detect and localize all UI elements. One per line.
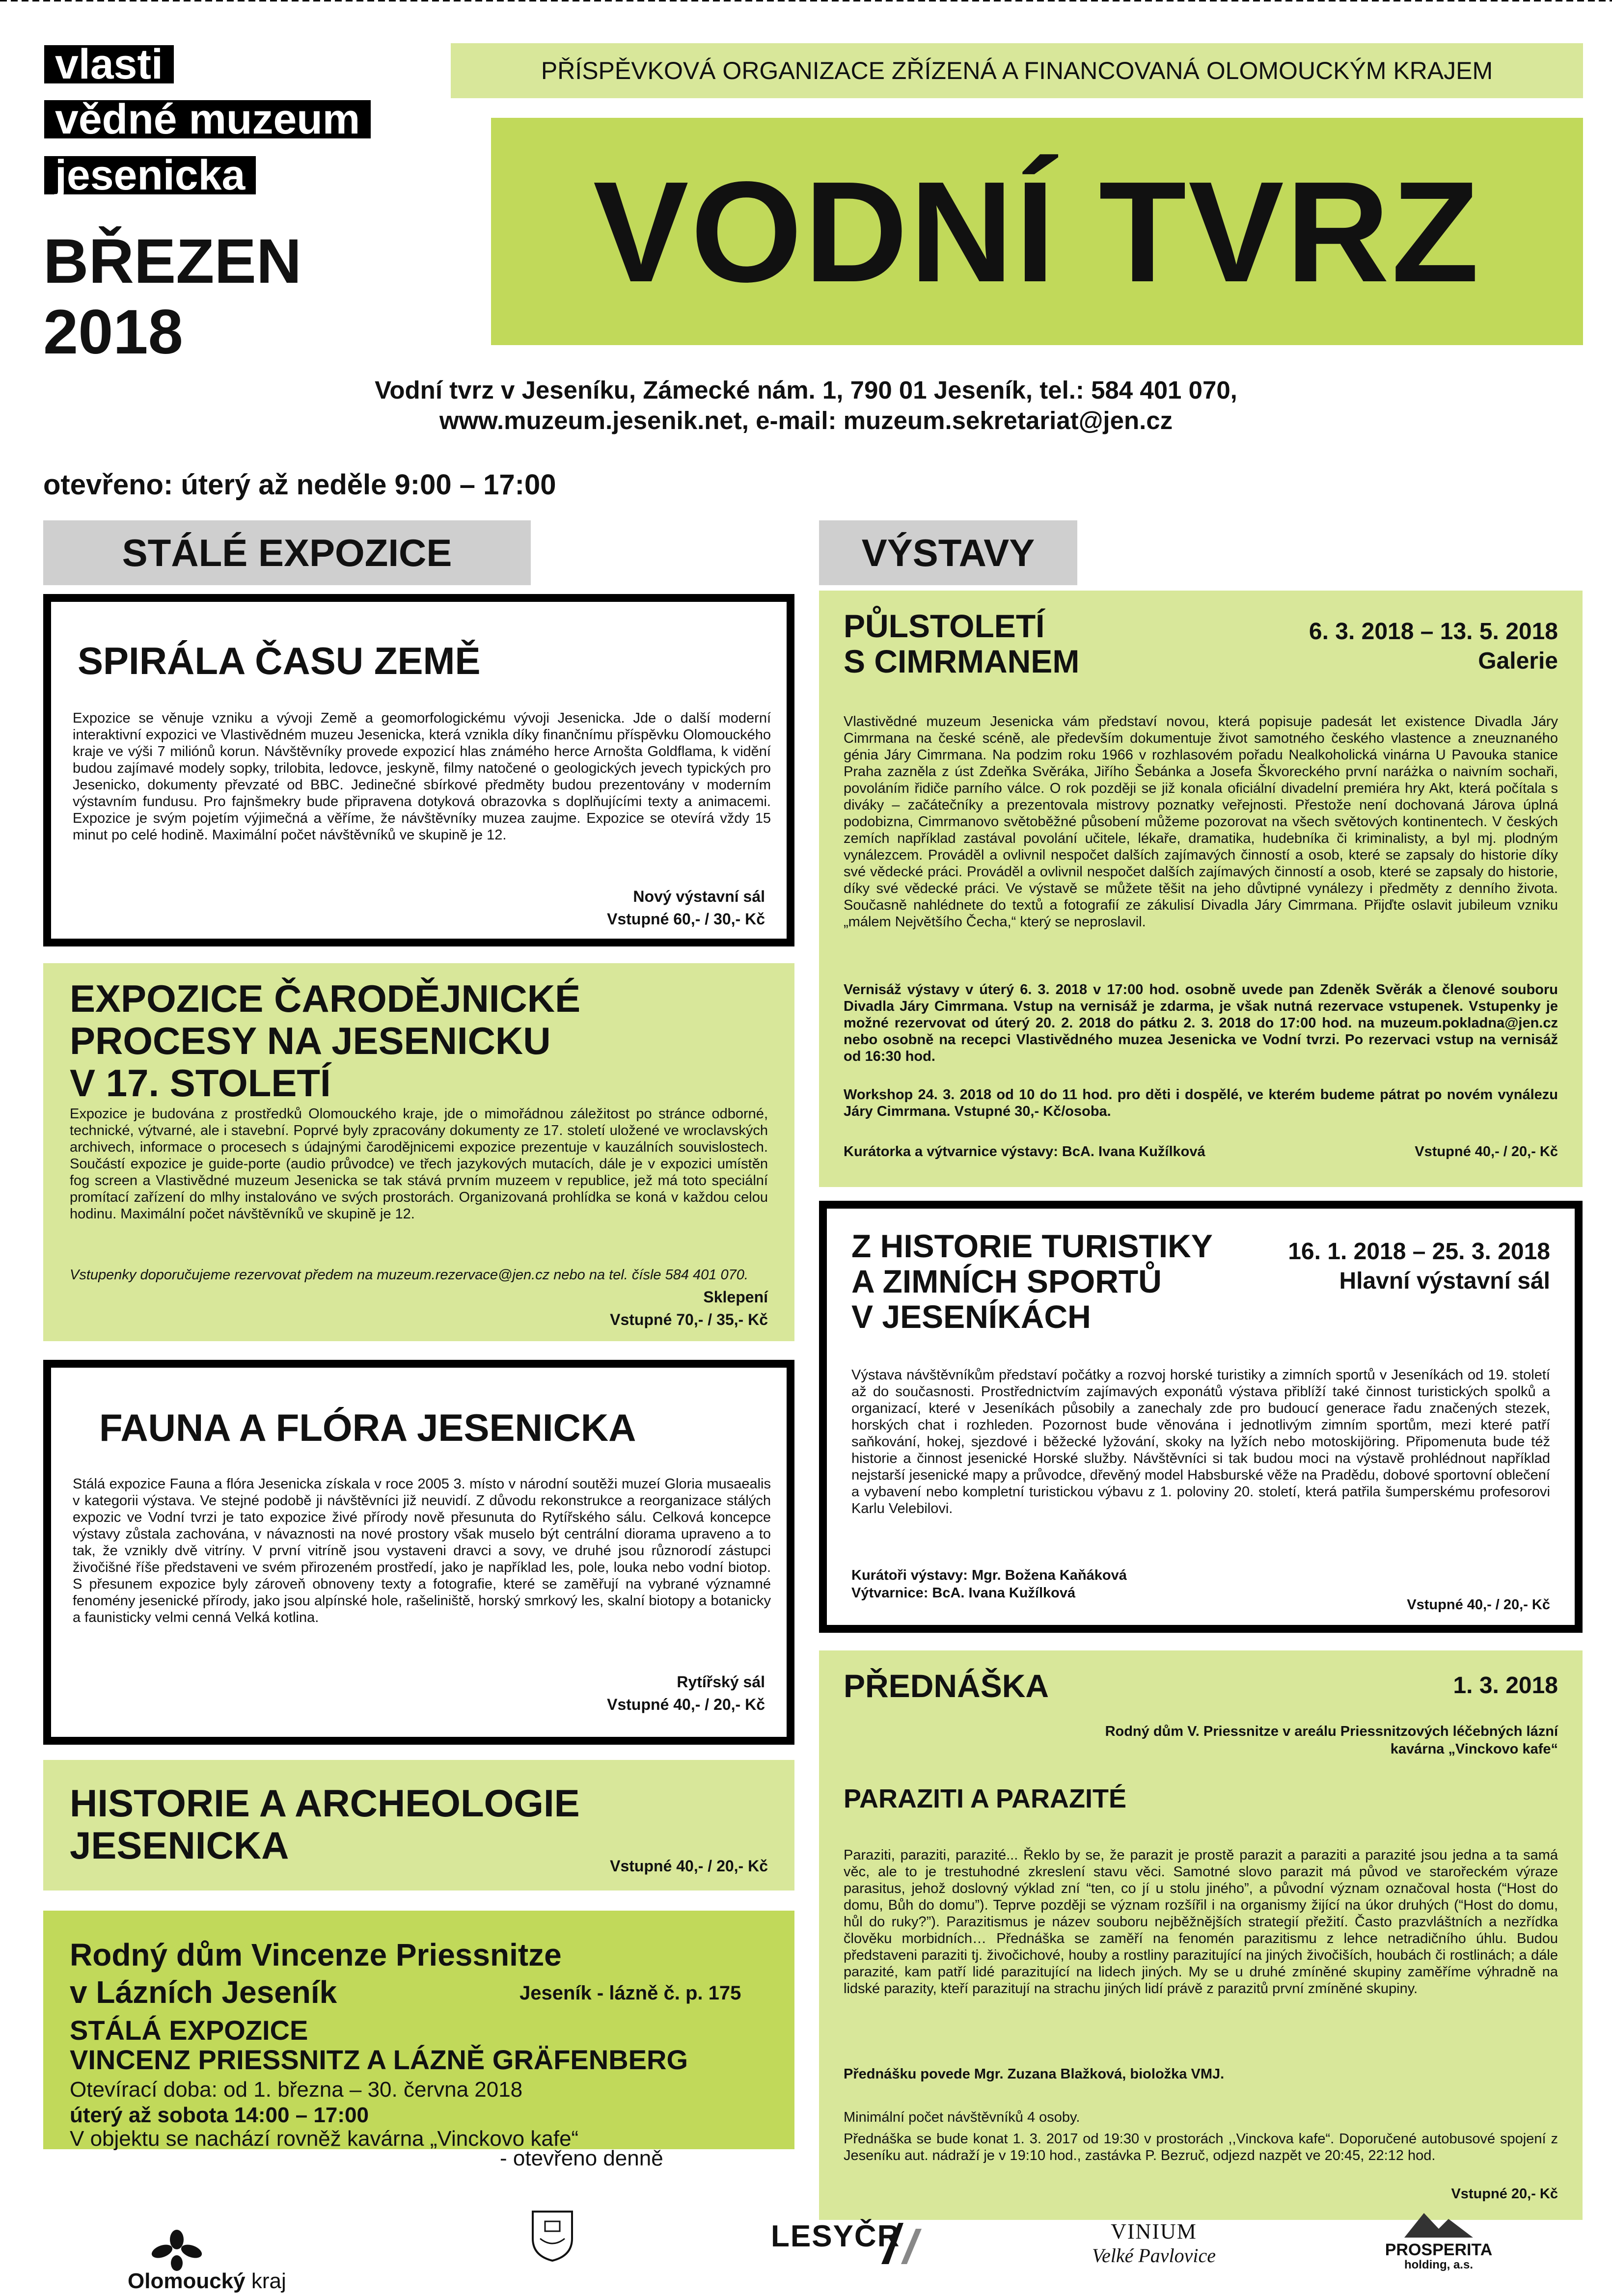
priessnitz-card <box>43 1911 794 2170</box>
turistika-title-1: Z HISTORIE TURISTIKY <box>851 1228 1213 1264</box>
leaf-flower-icon <box>147 2229 206 2273</box>
prosperita-label: PROSPERITA <box>1385 2241 1493 2259</box>
historie-title-1: HISTORIE A ARCHEOLOGIE <box>70 1782 580 1825</box>
spirala-title: SPIRÁLA ČASU ZEMĚ <box>78 639 481 682</box>
prednaska-title: PŘEDNÁŠKA <box>844 1668 1049 1704</box>
turistika-card <box>819 1201 1583 1633</box>
vinium-label: VINIUM <box>1111 2219 1197 2243</box>
prosperita-sub-label: holding, a.s. <box>1404 2258 1473 2271</box>
logo-line-3: jesenicka <box>44 156 256 194</box>
carod-title-1: EXPOZICE ČARODĚJNICKÉ <box>70 977 581 1020</box>
lesy-mark-icon <box>876 2220 926 2267</box>
prednaska-place-2: kavárna „Vinckovo kafe“ <box>1390 1741 1558 1757</box>
turistika-text: Výstava návštěvníkům představí počátky a rozvoj horské turistiky a zimních sportů v Jeseníkách od 19. století až do současnosti. Prostřednictvím zajímavých exponátů výstava přiblíží také činnost turistických spolků a organizací, které v Jeseníkách působily a zanechaly zde pro budoucí generace řadu značených stezek, horských chat i rozhleden. Pozornost bude věnována i jednotlivým zimním sportům, mezi které patří saňkování, hokej, sjezdové i běžecké lyžování, skoky na lyžích nebo motoskijöring. Připomenuta bude též historie a činnost jesenické Horské služby. Návštěvníci si tak budou moci na výstavě prohlédnout například nejstarší jesenické mapy a průvodce, dřevěný model Habsburské věže na Pradědu, dobové sportovní oblečení a vybavení nebo kompletní turistickou výbavu z 1. poloviny 20. století, která patřila šumperskému profesorovi Karlu Velebilovi. <box>851 1367 1550 1516</box>
cimrman-place: Galerie <box>1478 648 1558 674</box>
historie-title-2: JESENICKA <box>70 1824 289 1867</box>
spirala-place: Nový výstavní sál <box>633 888 765 905</box>
web-line: www.muzeum.jesenik.net, e-mail: muzeum.sekretariat@jen.cz <box>439 406 1173 434</box>
historie-card <box>43 1760 794 1891</box>
carod-place: Sklepení <box>703 1288 768 1306</box>
vinium-logo <box>1080 2219 1228 2273</box>
priessnitz-cafe-2: - otevřeno denně <box>500 2146 663 2170</box>
prednaska-note: Přednáška se bude konat 1. 3. 2017 od 19:30 v prostorách ,,Vinckova kafe“. Doporučené autobusové spojení z Jeseníku aut. nádraží je v 19:10 hod., zastávka P. Bezruč, odjezd nazpět ve 20:45, 22:12 hod. <box>844 2131 1558 2163</box>
section-label: STÁLÉ EXPOZICE <box>122 531 452 574</box>
turistika-price: Vstupné 40,- / 20,- Kč <box>1407 1597 1550 1613</box>
spirala-text: Expozice se věnuje vzniku a vývoji Země a geomorfologickému vývoji Jesenicka. Jde o další moderní interaktivní expozici ve Vlastivědném muzeu Jesenicka, která vznikla díky finančnímu příspěvku Olomouckého kraje ve výši 7 miliónů korun. Návštěvníky provede expozicí hlas známého herce Arnošta Goldflama, k vidění budou zajímavé modely sopky, trilobita, ledovce, jeskyně, filmy natočené o geologických jevech typických pro Jesenicko, dokumenty převzaté od BBC. Jedinečné sbírkové předměty budou prezentovány v moderním výstavním fundusu. Pro fajnšmekry bude připravena dotyková obrazovka s doplňujícími texty a animacemi. Expozice je svým pojetím výjimečná a věříme, že návštěvníky muzea zaujme. Expozice se otevírá vždy 15 minut po celé hodině. Maximální počet návštěvníků ve skupině je 12. <box>73 710 771 843</box>
section-vystavy <box>819 520 1077 585</box>
carod-title-2: PROCESY NA JESENICKU <box>70 1019 551 1062</box>
olomoucky-kraj-logo <box>128 2229 422 2293</box>
prednaska-speaker: Přednášku povede Mgr. Zuzana Blažková, bioložka VMJ. <box>844 2066 1225 2082</box>
section-stale-expozice <box>43 520 531 585</box>
carod-card <box>43 963 794 1341</box>
carod-note: Vstupenky doporučujeme rezervovat předem na muzeum.rezervace@jen.cz nebo na tel. čísle 584 401 070. <box>70 1267 748 1283</box>
cimrman-vernisaz: Vernisáž výstavy v úterý 6. 3. 2018 v 17:00 hod. osobně uvede pan Zdeněk Svěrák a členové souboru Divadla Járy Cimrmana. Vstup na vernisáž je zdarma, je však nutná rezervace vstupenek. Vstupenky je možné rezervovat od úterý 20. 2. 2018 do pátku 2. 3. 2018 do 17:00 hod. na muzeum.pokladna@jen.cz nebo osobně na recepci Vlastivědného muzea Jesenicka ve Vodní tvrzi. Po rezervaci vstup na vernisáž od 16:30 hod. <box>844 982 1558 1064</box>
priessnitz-days: úterý až sobota 14:00 – 17:00 <box>70 2103 369 2127</box>
carod-text: Expozice je budována z prostředků Olomouckého kraje, jde o mimořádnou záležitost po stránce odborné, technické, výtvarné, ale i stavební. Poprvé byly zpracovány dokumenty ze 17. století uložené ve wroclavských archivech, informace o procesech s údajnými čarodějnicemi expozice prezentuje v kauzálních souvislostech. Součástí expozice je guide-porte (audio průvodce) ve třech jazykových mutacích, dále je v expozici umístěn fog screen a Vlastivědné muzeum Jesenicka se tak stává prvním muzeem v republice, jež má toto speciální promítací zařízení do mlhy instalováno ve svých prostorách. Organizovaná prohlídka se koná v každou celou hodinu. Maximální počet návštěvníků ve skupině je 12. <box>70 1106 768 1222</box>
kraj-word: kraj <box>251 2269 286 2293</box>
priessnitz-cafe: V objektu se nachází rovněž kavárna „Vinckovo kafe“ <box>70 2127 579 2151</box>
turistika-dates: 16. 1. 2018 – 25. 3. 2018 <box>1288 1239 1550 1265</box>
town-coat-of-arms <box>530 2209 574 2263</box>
cimrman-curator: Kurátorka a výtvarnice výstavy: BcA. Ivana Kužílková <box>844 1144 1205 1160</box>
cimrman-text: Vlastivědné muzeum Jesenicka vám představí novou, která popisuje padesát let existence Divadla Járy Cimrmana na české scéně, ale především dokumentuje život samotného českého vlastence a zneuznaného génia Járy Cimrmana. Na podzim roku 1966 v rozhlasovém pořadu Nealkoholická vinárna U Pavouka stanice Praha zazněla z úst Zdeňka Svěráka, Jiřího Šebánka a Josefa Škvoreckého první naráżka o naivním sochaři, povoláním řidiče parního válce. O rok později se již konala oficiální divadelní premiéra hry Akt, která počítala s diváky – začátečníky a prezentovala mistrovy poznatky veřejnosti. Přestože není dochovaná Járova úplná podobizna, Cimrmanovo světoběžné působení můžeme pozorovat na všech světových kontinentech. V českých zemích například zastával povolání učitele, lékaře, dramatika, hudebníka či kriminalisty, a byl mj. plodným vynálezcem. Prováděl a ovlivnil nespočet dalších zajímavých činností a osob, které se zapsaly do historie díky své vědecké práci. Prováděl a ovlivnil nespočet dalších zajímavých činností a osob, které se zapsaly do historie, díky své vědecké práci. Ve výstavě se můžete těšit na jeho důvtipné vynálezy i předměty z denního života. Současně nahlédnete do textů a fotografií ze zákulisí Divadla Járy Cimrmana. Přijďte oslavit jubileum vzniku „málem Největšího Čecha,“ který se neproslavil. <box>844 714 1558 930</box>
opening-hours: otevřeno: úterý až neděle 9:00 – 17:00 <box>43 469 556 501</box>
cimrman-dates: 6. 3. 2018 – 13. 5. 2018 <box>1309 619 1558 645</box>
priessnitz-title-1: Rodný dům Vincenze Priessnitze <box>70 1937 562 1972</box>
turistika-title-3: V JESENÍKÁCH <box>851 1298 1091 1335</box>
turistika-curators-2: Výtvarnice: BcA. Ivana Kužílková <box>851 1585 1076 1601</box>
org-note: PŘÍSPĚVKOVÁ ORGANIZACE ZŘÍZENÁ A FINANCOVANÁ OLOMOUCKÝM KRAJEM <box>451 43 1583 98</box>
prosperita-logo <box>1375 2209 1503 2273</box>
page-title: VODNÍ TVRZ <box>593 151 1481 312</box>
priessnitz-sub-2: VINCENZ PRIESSNITZ A LÁZNĚ GRÄFENBERG <box>70 2044 688 2075</box>
historie-price: Vstupné 40,- / 20,- Kč <box>610 1857 768 1875</box>
turistika-curators-1: Kurátoři výstavy: Mgr. Božena Kaňáková <box>851 1567 1127 1583</box>
section-label-vystavy: VÝSTAVY <box>861 531 1035 574</box>
address-line: Vodní tvrz v Jeseníku, Zámecké nám. 1, 790 01 Jeseník, tel.: 584 401 070, <box>375 376 1237 404</box>
spirala-price: Vstupné 60,- / 30,- Kč <box>607 910 765 928</box>
cimrman-card <box>819 591 1583 1187</box>
fauna-text: Stálá expozice Fauna a flóra Jesenicka získala v roce 2005 3. místo v národní soutěži muzeí Gloria musaealis v kategorii výstava. Ve stejné podobě ji návštěvníci již neuvidí. Z důvodu rekonstrukce a reorganizace stálých expozic ve Vodní tvrzi je tato expozice živé přírody nově přesunuta do Rytířského sálu. Celková koncepce výstavy zůstala zachována, v návaznosti na nové prostory však muselo být centrální diorama upraveno a to tak, že vznikly dvě vitríny. V první vitríně jsou vystaveni dravci a sovy, ve druhé jsou různorodí zástupci živočišné říše představeni ve svém přirozeném prostředí, jako je například les, pole, louka nebo vodní biotop. S přesunem expozice byly zároveň obnoveny texty a fotografie, které se zaměřují na vybrané významné fenomény jesenické přírody, jako jsou alpínské hole, rašeliniště, horský smrkový les, skalní biotopy a botanicky a faunisticky velmi cenná Velká kotlina. <box>73 1476 771 1625</box>
prednaska-minimum: Minimální počet návštěvníků 4 osoby. <box>844 2109 1080 2125</box>
prosperita-mark-icon <box>1394 2209 1483 2239</box>
year-label: 2018 <box>43 297 183 367</box>
spirala-card <box>43 594 794 946</box>
top-dashed-border <box>0 0 1612 1</box>
lesy-label: LESYČR <box>771 2219 901 2253</box>
cimrman-title-1: PŮLSTOLETÍ <box>844 608 1045 644</box>
vinium-sub-label: Velké Pavlovice <box>1092 2244 1216 2267</box>
turistika-place: Hlavní výstavní sál <box>1339 1268 1550 1294</box>
turistika-title-2: A ZIMNÍCH SPORTŮ <box>851 1263 1162 1299</box>
prednaska-text: Paraziti, paraziti, parazité... Řeklo by se, že parazit je prostě parazit a paraziti a parazité jsou jedna a ta samá věc, ale to je trestuhodné zkreslení stavu věci. Samotné slovo parazit má původ ve starořeckém výraze parasitus, jehož doslovný výklad zní “ten, co jí u stolu jiného”, a původní význam označoval hosta (“Host do domu, Bůh do domu”). Teprve později se význam rozšířil i na organismy žijící na úkor druhých (“Host do domu, hůl do ruky?”). Parazitismus je název souboru nejběžnějších strategií přežití. Často prazvláštních a nezřídka člověku morbidních… Přednáška se zaměří na fenomén parazitismu z lehce netradičního úhlu. Budou představeni paraziti tj. živočichové, houby a rostliny parazitující na jiných živočiších, houbách či rostlinách; a dále parazité, kam patří lidé parazitující na lidech jiných. My se u druhé zmíněné skupiny zaměříme výhradně na lidské parazity, kteří parazitují na strachu jiných lidí právě z parazitů první zmíněné skupiny. <box>844 1847 1558 1997</box>
carod-price: Vstupné 70,- / 35,- Kč <box>610 1311 768 1328</box>
prednaska-card <box>819 1650 1583 2220</box>
logo-line-2: vědné muzeum <box>44 100 371 138</box>
fauna-price: Vstupné 40,- / 20,- Kč <box>607 1696 765 1713</box>
fauna-title: FAUNA A FLÓRA JESENICKA <box>99 1406 636 1449</box>
priessnitz-title-2: v Lázních Jeseník <box>70 1974 337 2010</box>
carod-title-3: V 17. STOLETÍ <box>70 1061 331 1105</box>
prednaska-subtitle: PARAZITI A PARAZITÉ <box>844 1784 1126 1813</box>
prednaska-place-1: Rodný dům V. Priessnitze v areálu Priessnitzových léčebných lázní <box>1105 1724 1558 1739</box>
cimrman-price: Vstupné 40,- / 20,- Kč <box>1415 1144 1558 1160</box>
logo-line-1: vlasti <box>44 45 174 83</box>
priessnitz-sub-1: STÁLÁ EXPOZICE <box>70 2015 308 2046</box>
cimrman-workshop: Workshop 24. 3. 2018 od 10 do 11 hod. pro děti i dospělé, ve kterém budeme pátrat po novém vynálezu Járy Cimrmana. Vstupné 30,- Kč/osoba. <box>844 1087 1558 1119</box>
priessnitz-opening: Otevírací doba: od 1. března – 30. června 2018 <box>70 2078 523 2102</box>
priessnitz-address: Jeseník - lázně č. p. 175 <box>519 1982 741 2004</box>
lesy-cr-logo <box>771 2219 933 2268</box>
fauna-card <box>43 1360 794 1745</box>
fauna-place: Rytířský sál <box>677 1673 765 1691</box>
prednaska-date: 1. 3. 2018 <box>1453 1673 1558 1699</box>
olomoucky-word: Olomoucký <box>128 2269 246 2293</box>
month-label: BŘEZEN <box>43 226 302 297</box>
shield-icon <box>530 2209 574 2263</box>
title-banner <box>491 118 1583 345</box>
olomoucky-label <box>128 2269 286 2294</box>
prednaska-price: Vstupné 20,- Kč <box>1451 2186 1558 2202</box>
cimrman-title-2: S CIMRMANEM <box>844 643 1080 679</box>
